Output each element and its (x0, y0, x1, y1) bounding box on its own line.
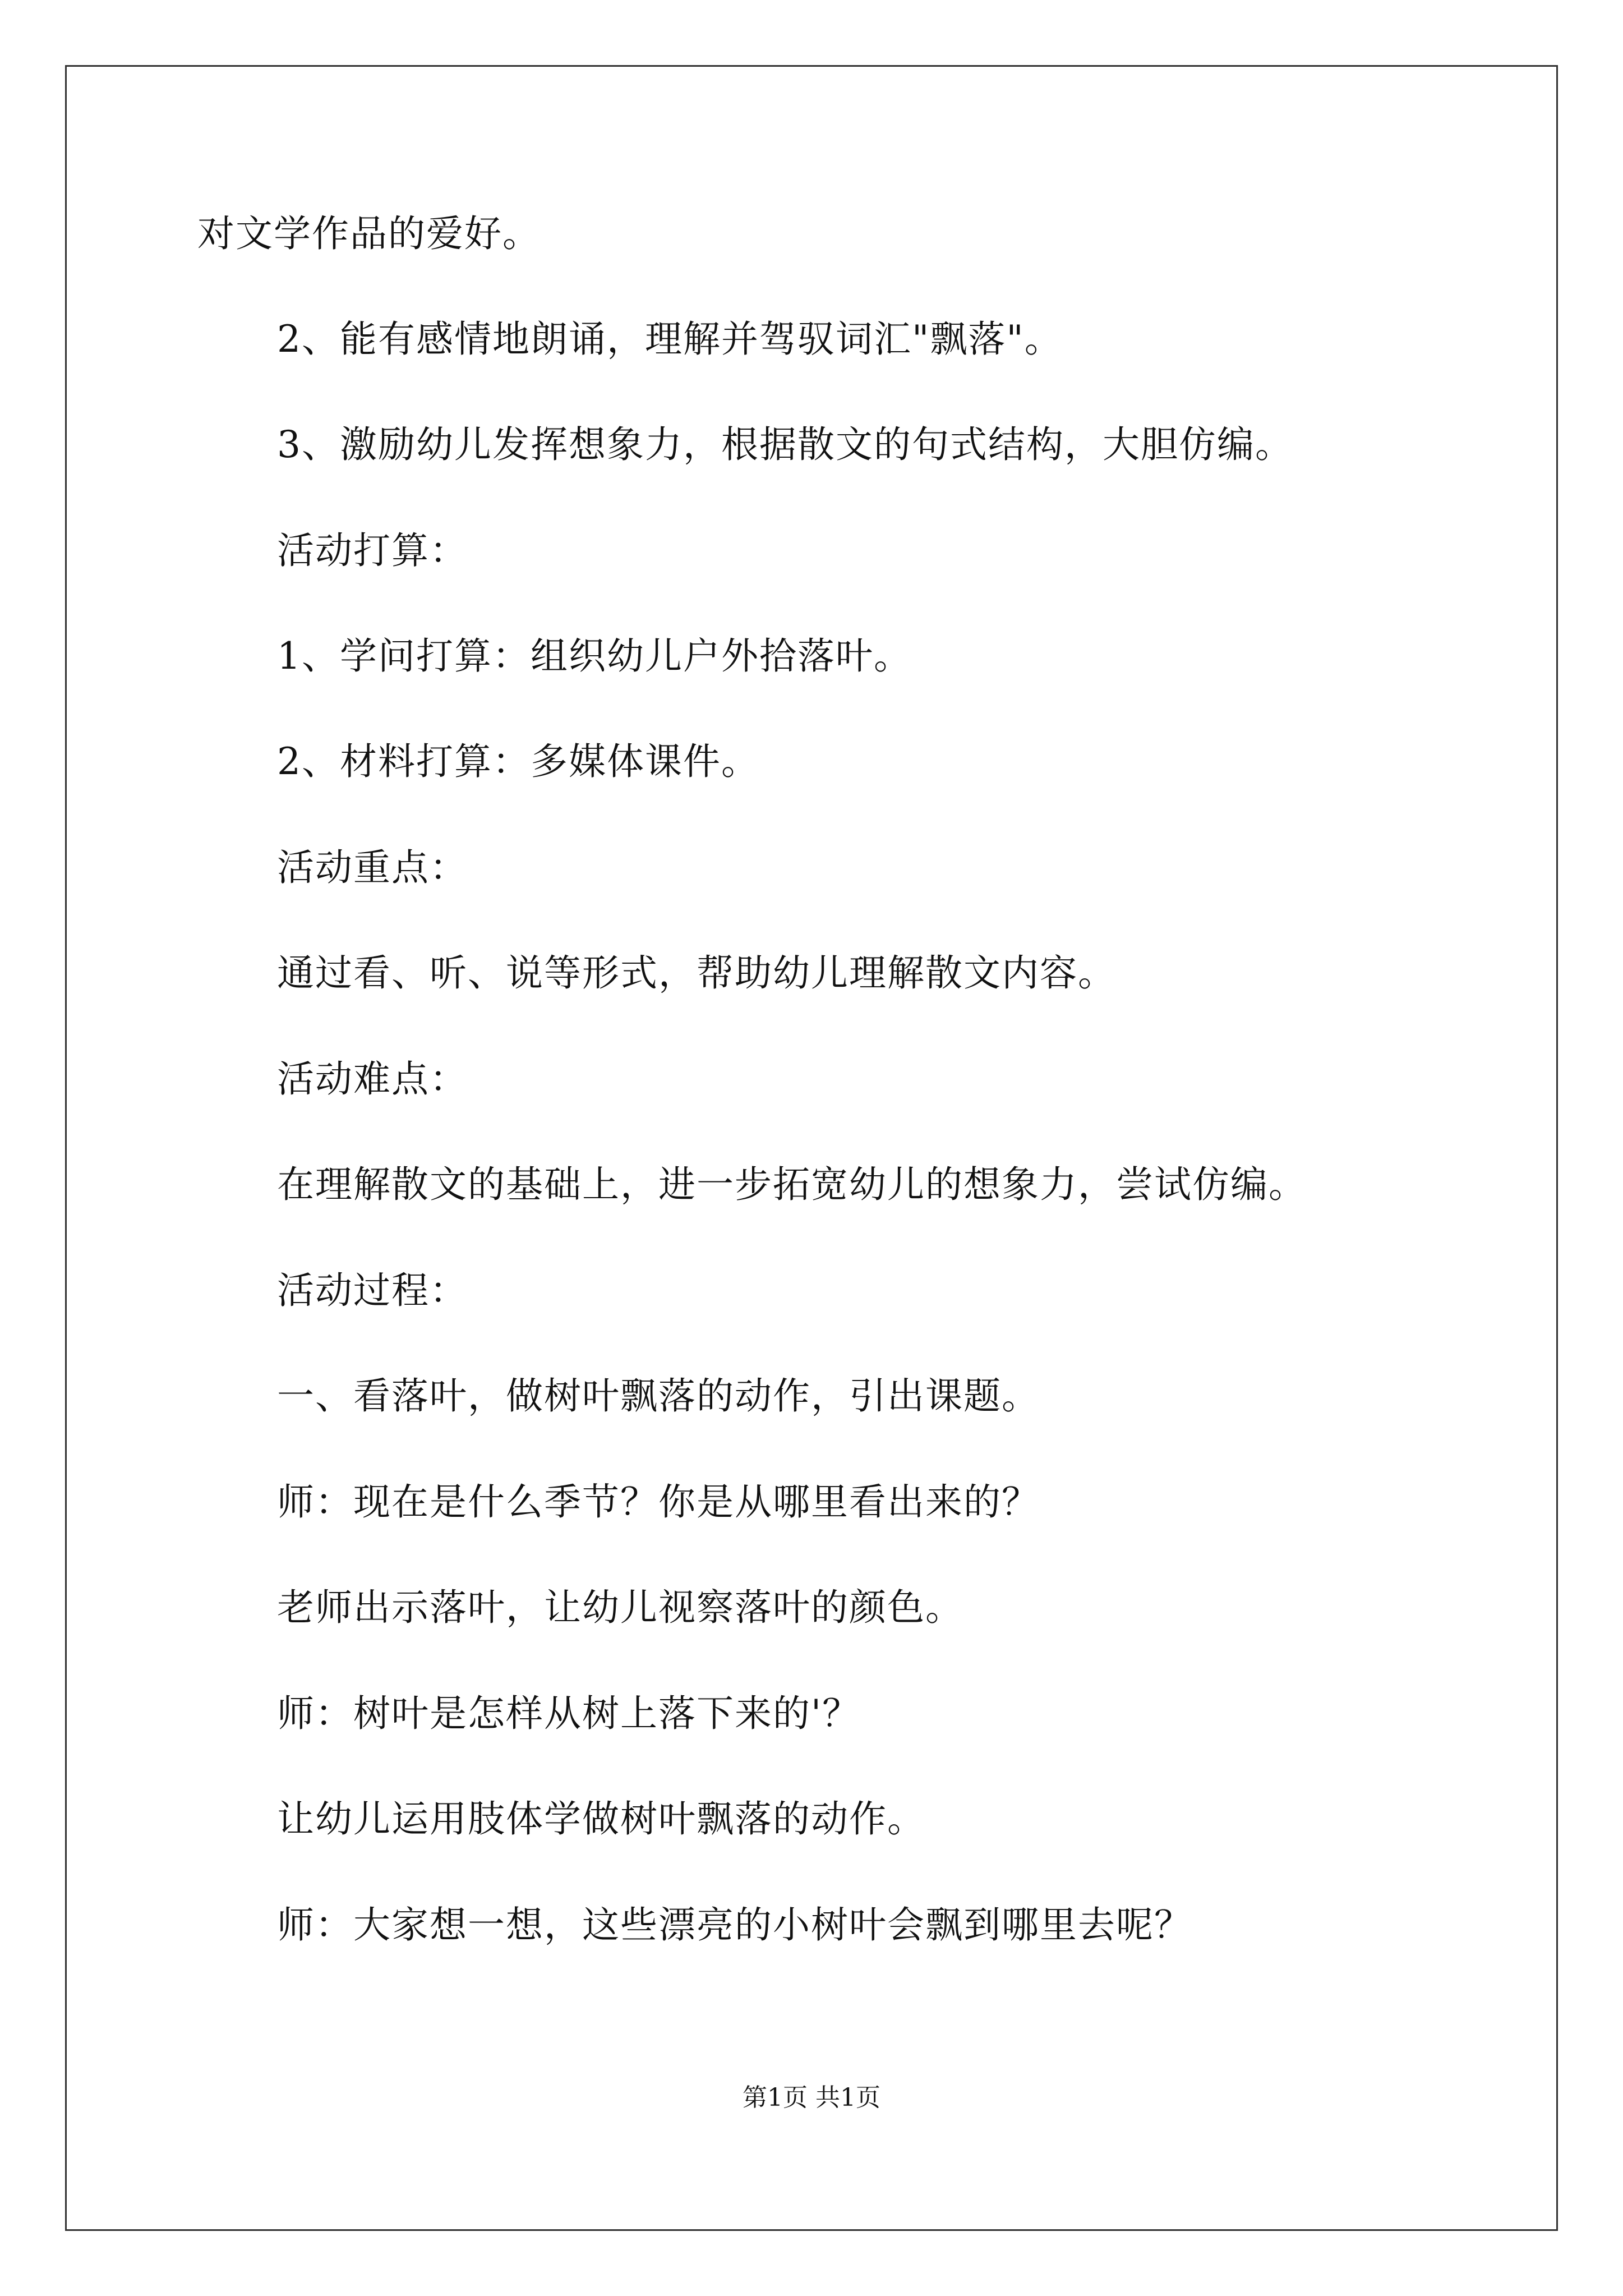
text-line-13: 师：现在是什么季节？你是从哪里看出来的？ (277, 1480, 1040, 1524)
text-line-12: 一、看落叶，做树叶飘落的动作，引出课题。 (277, 1374, 1040, 1418)
text-line-8: 通过看、听、说等形式，帮助幼儿理解散文内容。 (277, 951, 1116, 995)
text-line-5: 1、学问打算：组织幼儿户外拾落叶。 (277, 634, 912, 678)
text-line-1: 对文学作品的爱好。 (197, 212, 541, 255)
text-line-16: 让幼儿运用肢体学做树叶飘落的动作。 (277, 1797, 925, 1841)
text-line-2: 2、能有感情地朗诵，理解并驾驭词汇"飘落"。 (277, 318, 1063, 361)
section-heading-key-point: 活动重点： (277, 846, 468, 889)
text-line-10: 在理解散文的基础上，进一步拓宽幼儿的想象力，尝试仿编。 (277, 1163, 1307, 1206)
text-line-14: 老师出示落叶，让幼儿视察落叶的颜色。 (277, 1586, 963, 1629)
section-heading-difficulty: 活动难点： (277, 1057, 468, 1101)
text-line-15: 师：树叶是怎样从树上落下来的'？ (277, 1692, 861, 1735)
section-heading-preparation: 活动打算： (277, 529, 468, 572)
text-line-6: 2、材料打算：多媒体课件。 (277, 740, 759, 783)
text-line-3: 3、激励幼儿发挥想象力，根据散文的句式结构，大胆仿编。 (277, 423, 1293, 466)
page-footer: 第1页 共1页 (743, 2083, 880, 2112)
section-heading-process: 活动过程： (277, 1269, 468, 1312)
text-line-17: 师：大家想一想，这些漂亮的小树叶会飘到哪里去呢？ (277, 1903, 1192, 1947)
